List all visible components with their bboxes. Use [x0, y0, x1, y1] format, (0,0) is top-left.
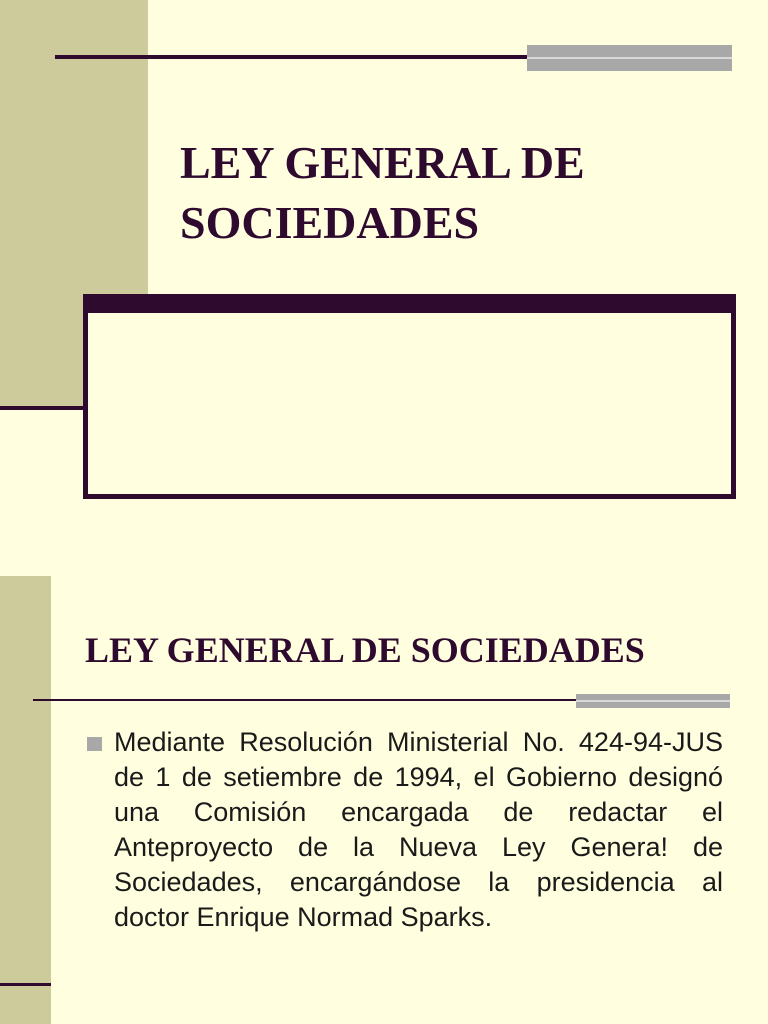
- side-rule: [0, 406, 86, 410]
- slide-title: LEY GENERAL DE SOCIEDADES: [180, 137, 585, 248]
- bullet-item: [87, 725, 723, 935]
- side-band: [0, 576, 51, 1024]
- slide-title: LEY GENERAL DE SOCIEDADES: [85, 630, 645, 670]
- bullet-text: Mediante Resolución Ministerial No. 424-94-JUS de 1 de setiembre de 1994, el Gobierno designó una Comisión encargada de redactar el Anteproyecto de la Nueva Ley Genera! de Sociedades, encargándose la presidencia al doctor Enrique Normad Sparks.: [114, 727, 723, 932]
- slide-2: [0, 576, 768, 1024]
- title-accent-bar: [576, 694, 730, 708]
- bottom-side-rule: [0, 983, 51, 986]
- square-bullet-icon: [87, 737, 102, 751]
- top-accent-bar: [527, 45, 732, 71]
- subtitle-frame: [83, 294, 736, 499]
